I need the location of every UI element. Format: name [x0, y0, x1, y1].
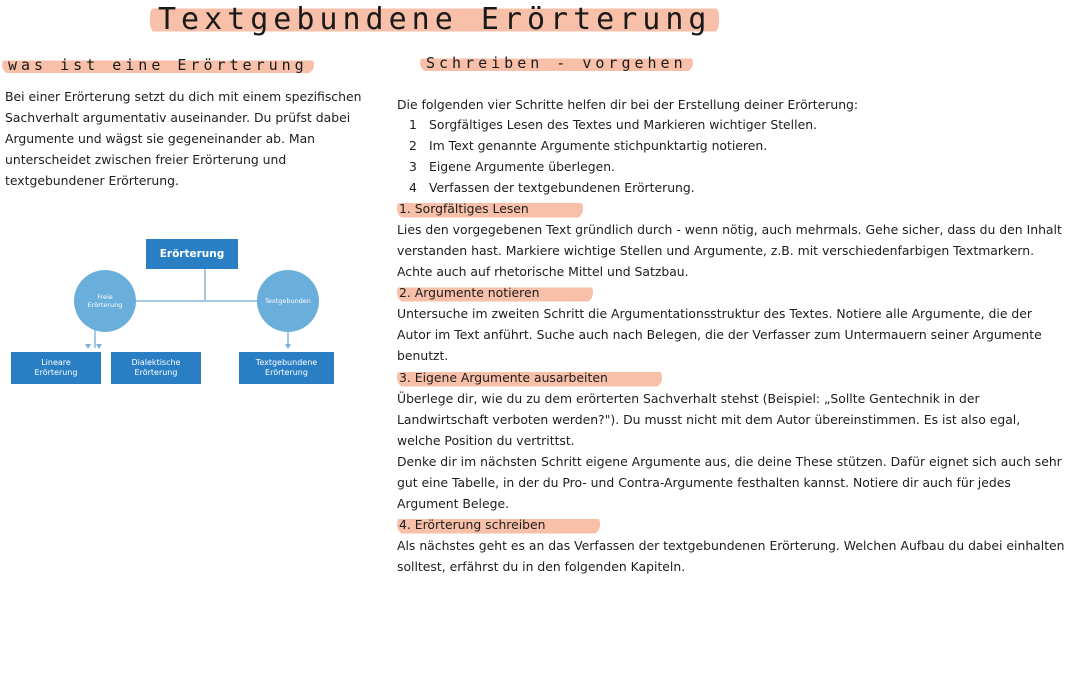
erorterung-diagram: [0, 228, 380, 398]
intro-paragraph: Bei einer Erörterung setzt du dich mit einem spezifischen Sachverhalt argumentativ auseinander. Du prüfst dabei Argumente und wägst sie gegeneinander ab. Man unterscheidet zwischen freier Erörterung und textgebundener Erörterung.: [5, 89, 362, 188]
diagram-node-textgebundene: Textgebundene Erörterung: [239, 352, 334, 384]
section-text: Untersuche im zweiten Schritt die Argumentationsstruktur des Textes. Notiere alle Argumente, die der Autor im Text anführt. Suche auch nach Belegen, die der Verfasser zum Untermauern seiner Argumente benutzt.: [397, 306, 1042, 363]
list-item: 3 Eigene Argumente überlegen.: [409, 159, 615, 174]
steps-list: [397, 114, 817, 198]
diagram-connector: [204, 267, 206, 301]
list-item: 1 Sorgfältiges Lesen des Textes und Markieren wichtiger Stellen.: [409, 117, 817, 132]
section-text: Als nächstes geht es an das Verfassen der textgebundenen Erörterung. Welchen Aufbau du dabei einhalten solltest, erfährst du in den folgenden Kapiteln.: [397, 538, 1065, 574]
section-argumente-notieren: [397, 282, 1065, 366]
arrow-down-icon: [96, 344, 102, 349]
section-heading: 4. Erörterung schreiben: [397, 514, 600, 535]
section-eigene-argumente: [397, 367, 1065, 514]
arrow-down-icon: [285, 344, 291, 349]
steps-intro: Die folgenden vier Schritte helfen dir bei der Erstellung deiner Erörterung:: [397, 97, 859, 112]
section-text: Lies den vorgegebenen Text gründlich durch - wenn nötig, auch mehrmals. Gehe sicher, dass du den Inhalt verstanden hast. Markiere wichtige Stellen und Argumente, z.B. mit verschiedenfarbigen Textmarkern. Achte auch auf rhetorische Mittel und Satzbau.: [397, 222, 1062, 279]
page-title: Textgebundene Erörterung: [150, 2, 719, 37]
diagram-node-erorterung: Erörterung: [146, 239, 238, 269]
list-item: 4 Verfassen der textgebundenen Erörterung.: [409, 180, 695, 195]
right-heading: Schreiben - vorgehen: [420, 54, 693, 72]
section-text: Überlege dir, wie du zu dem erörterten Sachverhalt stehst (Beispiel: „Sollte Gentechnik in der Landwirtschaft verboten werden?"). Du musst nicht mit dem Autor übereinstimmen. Es ist also egal, welche Position du vertrittst.: [397, 391, 1021, 448]
diagram-node-dialektische: Dialektische Erörterung: [111, 352, 201, 384]
list-item: 2 Im Text genannte Argumente stichpunktartig notieren.: [409, 138, 768, 153]
arrow-down-icon: [85, 344, 91, 349]
diagram-node-textgebunden: Textgebunden: [257, 270, 319, 332]
section-lesen: [397, 198, 1065, 282]
section-heading: 1. Sorgfältiges Lesen: [397, 198, 583, 219]
diagram-node-freie: Freie Erörterung: [74, 270, 136, 332]
diagram-node-lineare: Lineare Erörterung: [11, 352, 101, 384]
section-heading: 3. Eigene Argumente ausarbeiten: [397, 367, 662, 388]
section-text: Denke dir im nächsten Schritt eigene Argumente aus, die deine These stützen. Dafür eignet sich auch sehr gut eine Tabelle, in der du Pro- und Contra-Argumente festhalten kannst. Notiere dir auch für jedes Argument Belege.: [397, 454, 1062, 511]
left-heading: was ist eine Erörterung: [2, 56, 314, 74]
section-heading: 2. Argumente notieren: [397, 282, 593, 303]
section-schreiben: [397, 514, 1065, 577]
